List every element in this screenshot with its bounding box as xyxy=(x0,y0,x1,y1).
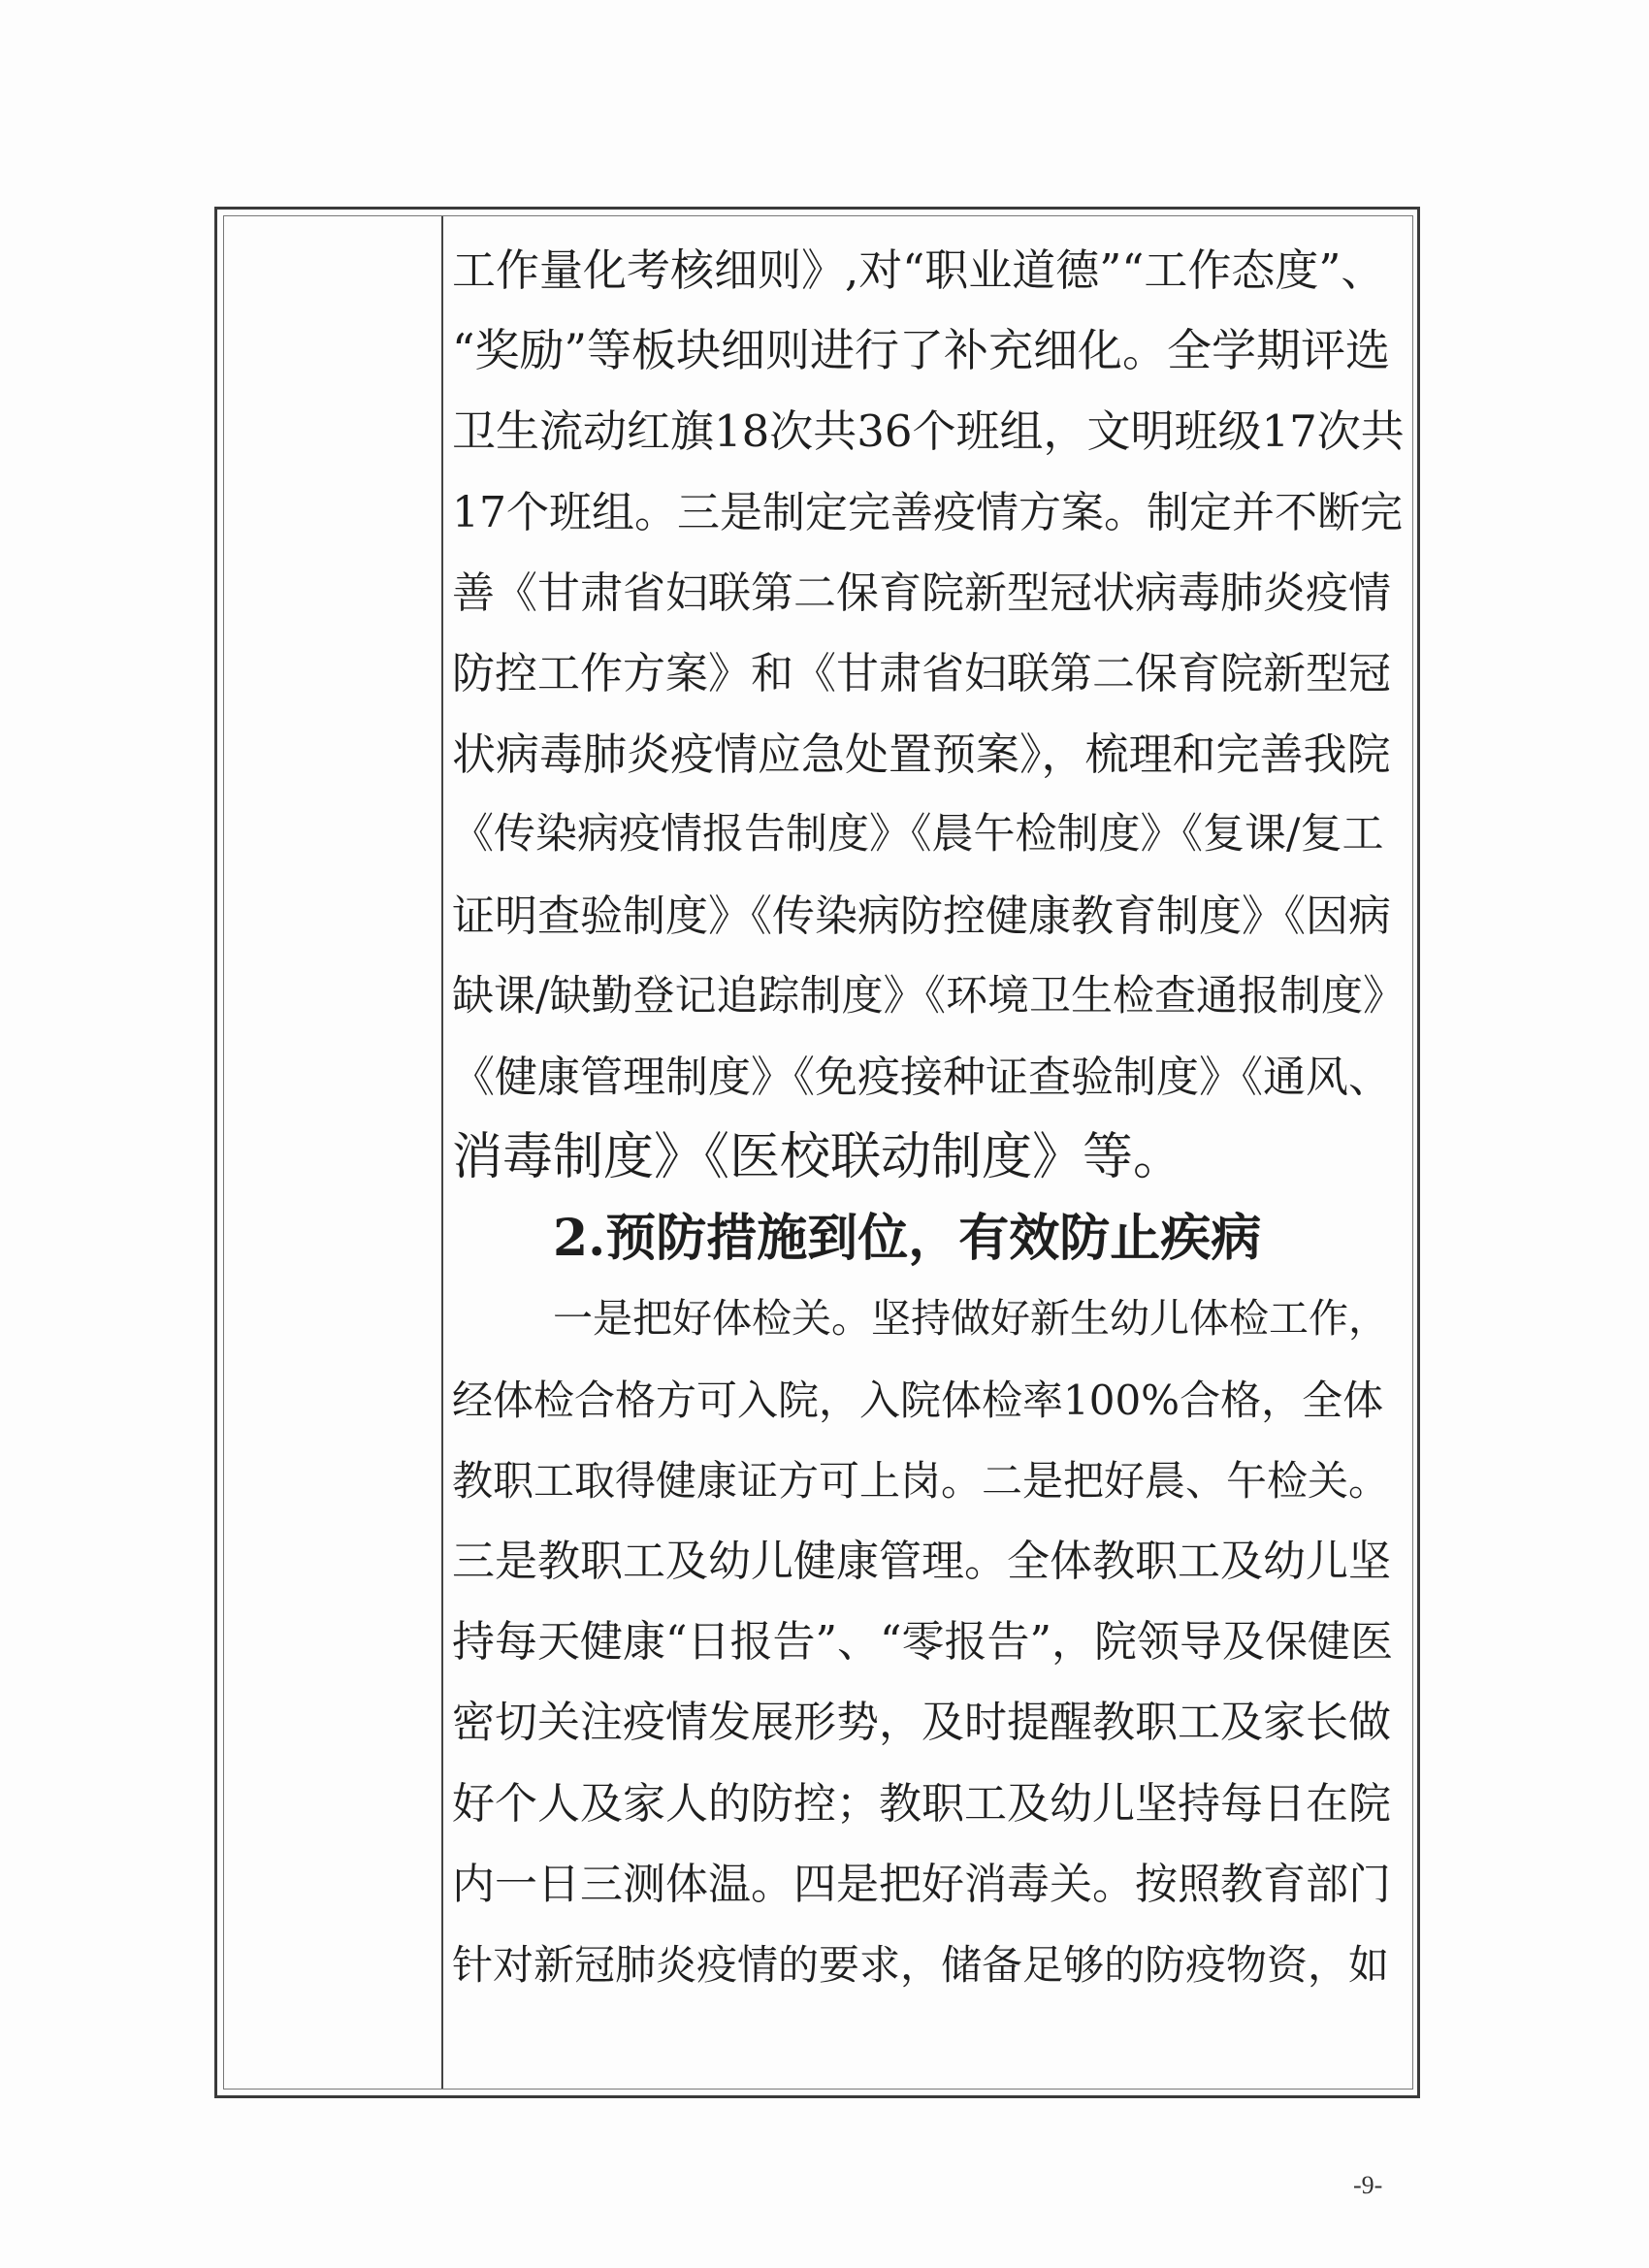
text-line: 消毒制度》《医校联动制度》等。 xyxy=(452,1128,1184,1187)
text-line: 卫生流动红旗18次共36个班组，文明班级17次共 xyxy=(452,405,1405,458)
page-number: -9- xyxy=(1353,2171,1383,2199)
text-line: 《健康管理制度》《免疫接种证查验制度》《通风、 xyxy=(452,1052,1391,1102)
text-line: 工作量化考核细则》,对“职业道德”“工作态度”、 xyxy=(452,244,1385,296)
text-line: 三是教职工及幼儿健康管理。全体教职工及幼儿坚 xyxy=(452,1537,1391,1586)
text-line: 防控工作方案》和《甘肃省妇联第二保育院新型冠 xyxy=(452,648,1391,698)
text-line: 内一日三测体温。四是把好消毒关。按照教育部门 xyxy=(452,1859,1391,1909)
content-table xyxy=(214,207,1420,2098)
text-line: 善《甘肃省妇联第二保育院新型冠状病毒肺炎疫情 xyxy=(452,567,1391,618)
text-line: 教职工取得健康证方可上岗。二是把好晨、午检关。 xyxy=(452,1456,1390,1505)
table-text-cell xyxy=(452,230,1405,2005)
text-line: 持每天健康“日报告”、“零报告”，院领导及保健医 xyxy=(452,1617,1393,1668)
table-inner-border xyxy=(223,215,1413,2090)
text-line: 状病毒肺炎疫情应急处置预案》，梳理和完善我院 xyxy=(452,729,1391,781)
text-line: 密切关注疫情发展形势，及时提醒教职工及家长做 xyxy=(452,1698,1391,1748)
text-line: 证明查验制度》《传染病防控健康教育制度》《因病 xyxy=(452,891,1391,941)
text-line: 《传染病疫情报告制度》《晨午检制度》《复课/复工 xyxy=(452,810,1384,859)
column-divider xyxy=(441,216,443,2089)
text-line: “奖励”等板块细则进行了补充细化。全学期评选 xyxy=(452,324,1391,377)
text-line: 经体检合格方可入院，入院体检率100%合格，全体 xyxy=(452,1376,1384,1424)
text-line: 17个班组。三是制定完善疫情方案。制定并不断完 xyxy=(452,487,1403,537)
text-line: 好个人及家人的防控；教职工及幼儿坚持每日在院 xyxy=(452,1778,1391,1829)
text-line: 缺课/缺勤登记追踪制度》《环境卫生检查通报制度》 xyxy=(452,971,1405,1021)
text-line: 针对新冠肺炎疫情的要求，储备足够的防疫物资，如 xyxy=(452,1940,1390,1989)
section-heading: 2.预防措施到位，有效防止疾病 xyxy=(553,1209,1262,1269)
text-line: 一是把好体检关。坚持做好新生幼儿体检工作， xyxy=(553,1295,1388,1343)
